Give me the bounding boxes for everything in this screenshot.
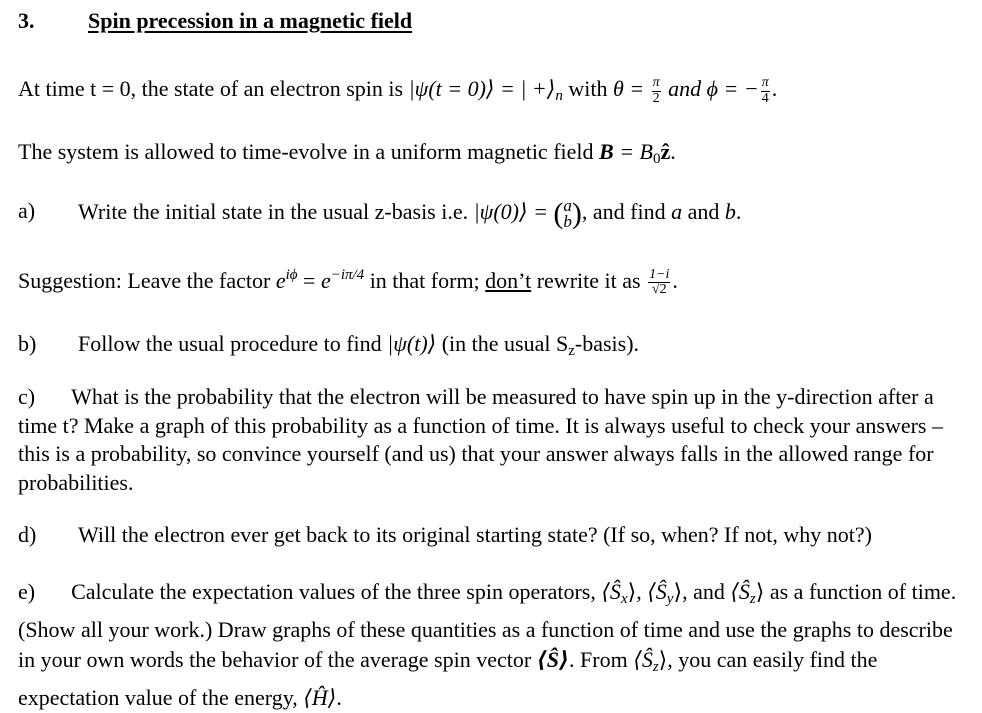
column-vector: a b [563, 196, 572, 232]
part-c-text: What is the probability that the electron will be measured to have spin up in the y-direction after a time t? Make a graph of this probability as a function of time. It is always useful to check your answers – this is a probability, so convince yourself (and us) that your answer always falls in the allowed range for probabilities. [18, 384, 943, 495]
problem-number: 3. [18, 8, 35, 33]
part-e-label: e) [18, 579, 36, 604]
part-a-text: Write the initial state in the usual z-basis i.e. |ψ(0)⟩ = ( a b ), and find a and b. [78, 196, 742, 232]
part-e-paragraph: e) Calculate the expectation values of the three spin operators, $⟨Ŝ_x⟩$, $⟨Ŝ_y⟩$, and $⟨Ŝ_z⟩$ as a function of time. (Show all your work.) Draw graphs of these quantities as a function of time and use the graphs to describe in your own words the behavior of the average spin vector ⟨Ŝ⟩. From $⟨Ŝ_z⟩$, you can easily find the expectation value of the energy, ⟨Ĥ⟩. [18, 579, 957, 710]
part-c-paragraph [18, 383, 968, 497]
intro-line-2: The system is allowed to time-evolve in a uniform magnetic field $B = B_0ẑ$. [18, 139, 676, 167]
part-d-text: Will the electron ever get back to its original starting state? (If so, when? If not, why not?) [78, 522, 872, 547]
problem-title: Spin precession in a magnetic field [88, 8, 413, 33]
theta-fraction: $\frac{\pi}{2}$ [652, 75, 660, 106]
part-b-text: Follow the usual procedure to find |ψ(t)⟩ (in the usual $S_z-basis$). [78, 331, 640, 359]
one-minus-i-fraction: $\frac{1-i}{√2}$ [649, 266, 670, 298]
part-d-label: d) [18, 522, 37, 547]
part-a-label: a) [18, 198, 36, 223]
part-b-label: b) [18, 331, 37, 356]
intro-line-1: At time t = 0, the state of an electron spin is |ψ(t = 0)⟩ = | $+⟩_n$ with θ = $\frac{\pi}{2}$ and ϕ = − $\frac{\pi}{4}$ . [18, 75, 778, 106]
part-c-label: c) [18, 384, 36, 409]
phi-fraction: $\frac{\pi}{4}$ [761, 75, 769, 106]
suggestion-line: Suggestion: Leave the factor $e^{i\phi} = e^{-i\pi/4}$ in that form; don’t rewrite it as $\frac{1-i}{√2}$ . [18, 266, 678, 298]
